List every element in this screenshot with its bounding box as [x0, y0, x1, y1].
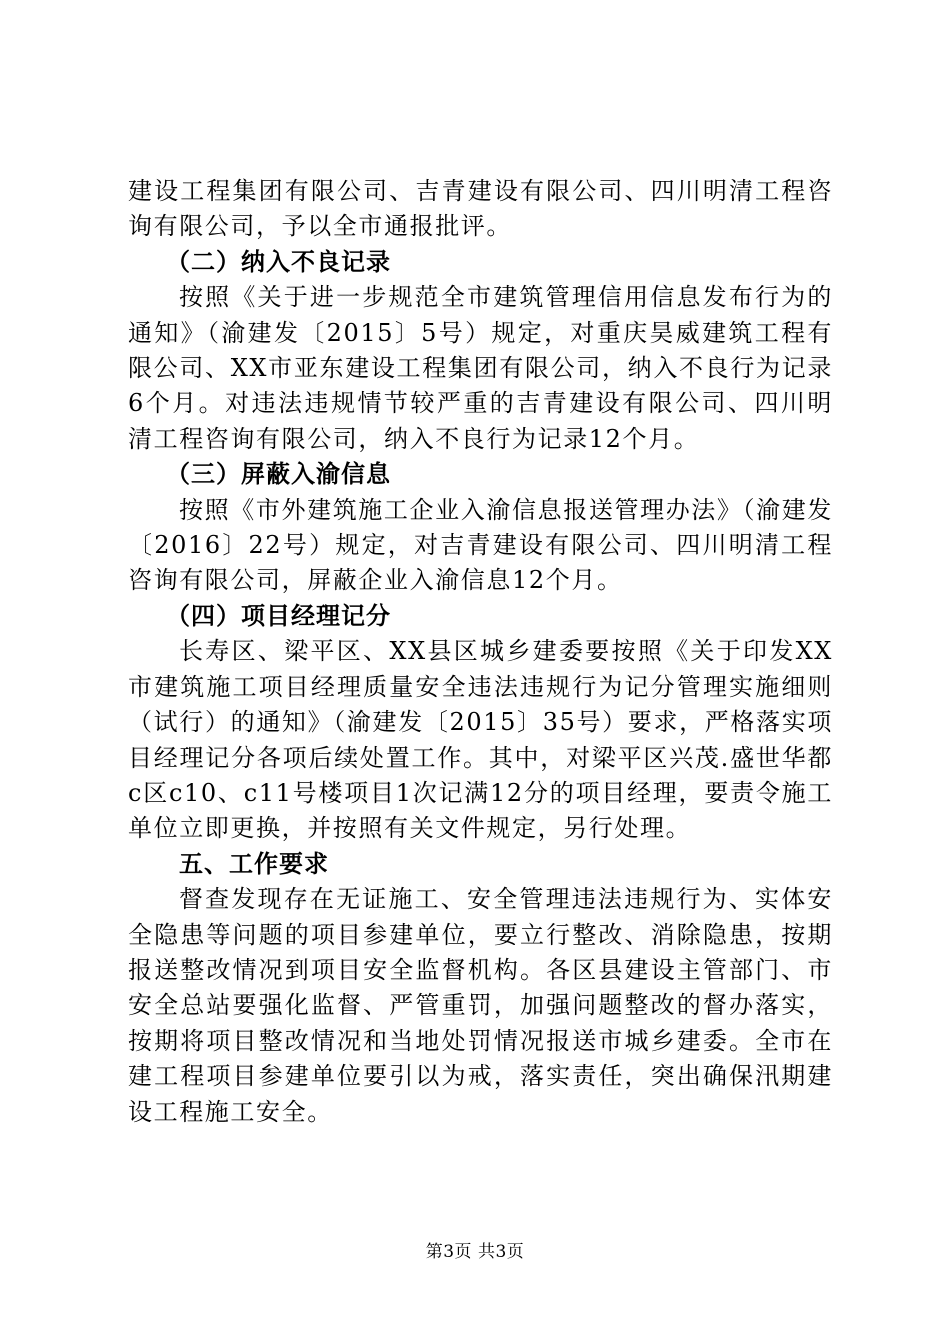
section-heading-manager-score: （四）项目经理记分: [166, 601, 391, 630]
document-body: [128, 174, 833, 1130]
paragraph-work-requirements: 督查发现存在无证施工、安全管理违法违规行为、实体安全隐患等问题的项目参建单位，要立行整改、消除隐患，按期报送整改情况到项目安全监督机构。各区县建设主管部门、市安全总站要强化监督、严管重罚，加强问题整改的督办落实，按期将项目整改情况和当地处罚情况报送市城乡建委。全市在建工程项目参建单位要引以为戒，落实责任，突出确保汛期建设工程施工安全。: [128, 885, 833, 1126]
section-heading-block-info: （三）屏蔽入渝信息: [166, 460, 391, 489]
paragraph-bad-record: 按照《关于进一步规范全市建筑管理信用信息发布行为的通知》（渝建发〔2015〕5号）规定，对重庆昊威建筑工程有限公司、XX市亚东建设工程集团有限公司，纳入不良行为记录6个月。对违法违规情节较严重的吉青建设有限公司、四川明清工程咨询有限公司，纳入不良行为记录12个月。: [128, 283, 833, 453]
section-heading-work-requirements: 五、工作要求: [179, 849, 329, 878]
paragraph-block-info: 按照《市外建筑施工企业入渝信息报送管理办法》（渝建发〔2016〕22号）规定，对吉青建设有限公司、四川明清工程咨询有限公司，屏蔽企业入渝信息12个月。: [128, 495, 833, 595]
page-number-footer: 第3页 共3页: [425, 1242, 525, 1262]
paragraph-intro: 建设工程集团有限公司、吉青建设有限公司、四川明清工程咨询有限公司，予以全市通报批评。: [128, 177, 833, 241]
paragraph-manager-score: 长寿区、梁平区、XX县区城乡建委要按照《关于印发XX市建筑施工项目经理质量安全违法违规行为记分管理实施细则（试行）的通知》（渝建发〔2015〕35号）要求，严格落实项目经理记分各项后续处置工作。其中，对梁平区兴茂.盛世华都c区c10、c11号楼项目1次记满12分的项目经理，要责令施工单位立即更换，并按照有关文件规定，另行处理。: [128, 637, 833, 843]
section-heading-bad-record: （二）纳入不良记录: [166, 247, 391, 276]
